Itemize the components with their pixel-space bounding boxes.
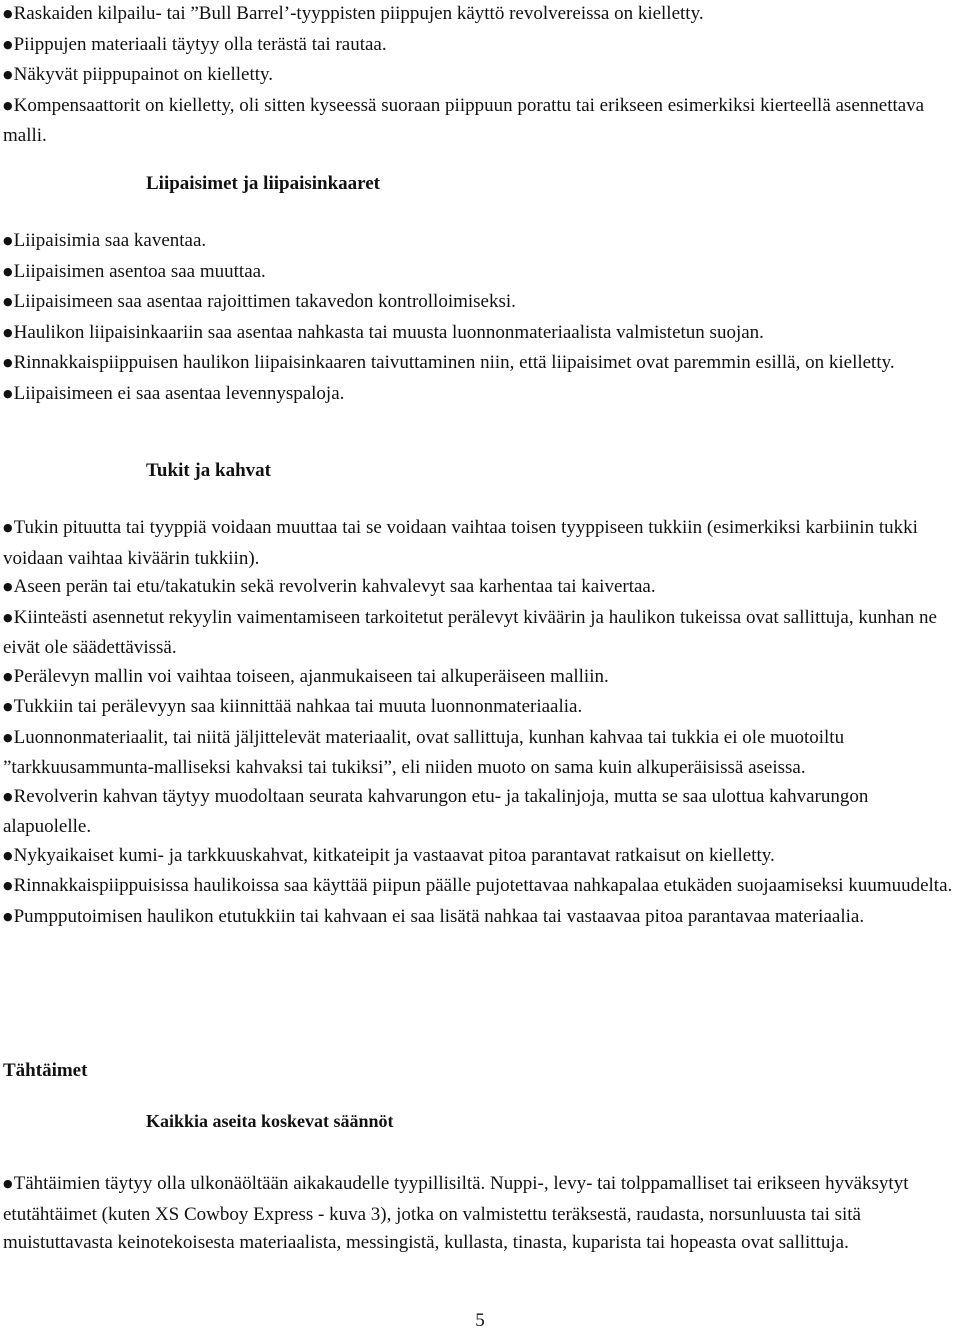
stock-rules-list: [3, 514, 958, 933]
list-item: ● Perälevyn mallin voi vaihtaa toiseen, ajanmukaiseen tai alkuperäiseen malliin.: [3, 663, 958, 694]
list-item: ● Näkyvät piippupainot on kielletty.: [3, 61, 958, 92]
list-item: ● Liipaisimia saa kaventaa.: [3, 227, 895, 258]
list-item: ● Liipaisimeen saa asentaa rajoittimen takavedon kontrolloimiseksi.: [3, 288, 895, 319]
section-heading-stocks: Tukit ja kahvat: [146, 460, 271, 481]
section-subheading-general-rules: Kaikkia aseita koskevat säännöt: [146, 1111, 394, 1131]
list-item: ● Pumpputoimisen haulikon etutukkiin tai kahvaan ei saa lisätä nahkaa tai vastaavaa pitoa parantavaa materiaalia.: [3, 903, 958, 934]
list-item: ● Haulikon liipaisinkaariin saa asentaa nahkasta tai muusta luonnonmateriaalista valmistetun suojan.: [3, 319, 895, 350]
trigger-rules-list: [3, 227, 895, 410]
list-item: ● Nykyaikaiset kumi- ja tarkkuuskahvat, kitkateipit ja vastaavat pitoa parantavat ratkaisut on kielletty.: [3, 842, 958, 873]
list-item: ● Liipaisimeen ei saa asentaa levennyspaloja.: [3, 380, 895, 411]
sight-rules-list: [3, 1170, 958, 1258]
section-heading-sights: Tähtäimet: [3, 1060, 88, 1081]
firearm-barrel-rules-list: [3, 0, 958, 151]
list-item: ● Kiinteästi asennetut rekyylin vaimentamiseen tarkoitetut perälevyt kiväärin ja haulikon tukeissa ovat sallittuja, kunhan ne eivät ole säädettävissä.: [3, 604, 958, 663]
list-item: ● Revolverin kahvan täytyy muodoltaan seurata kahvarungon etu- ja takalinjoja, mutta se saa ulottua kahvarungon alapuolelle.: [3, 783, 958, 842]
list-item: ● Rinnakkaispiippuisen haulikon liipaisinkaaren taivuttaminen niin, että liipaisimet ovat paremmin esillä, on kielletty.: [3, 349, 895, 380]
list-item: ● Luonnonmateriaalit, tai niitä jäljittelevät materiaalit, ovat sallittuja, kunhan kahvaa tai tukkia ei ole muotoiltu ”tarkkuusammunta-malliseksi kahvaksi tai tukiksi”, eli niiden muoto on sama kuin alkuperäisissä aseissa.: [3, 724, 958, 783]
section-heading-triggers: Liipaisimet ja liipaisinkaaret: [146, 173, 381, 194]
list-item: ● Liipaisimen asentoa saa muuttaa.: [3, 258, 895, 289]
list-item: ● Raskaiden kilpailu- tai ”Bull Barrel’-tyyppisten piippujen käyttö revolvereissa on kielletty.: [3, 0, 958, 31]
page-number: 5: [475, 1310, 485, 1331]
list-item: ● Aseen perän tai etu/takatukin sekä revolverin kahvalevyt saa karhentaa tai kaivertaa.: [3, 573, 958, 604]
list-item: ● Rinnakkaispiippuisissa haulikoissa saa käyttää piipun päälle pujotettavaa nahkapalaa etukäden suojaamiseksi kuumuudelta.: [3, 872, 958, 903]
list-item: ● Tähtäimien täytyy olla ulkonäöltään aikakaudelle tyypillisiltä. Nuppi-, levy- tai tolppamalliset tai erikseen hyväksytyt etutähtäimet (kuten XS Cowboy Express - kuva 3), jotka on valmistettu teräksestä, raudasta, norsunluusta tai sitä muistuttavasta keinotekoisesta materiaalista, messingistä, kullasta, tinasta, kuparista tai hopeasta ovat sallittuja.: [3, 1170, 958, 1258]
list-item: ● Tukkiin tai perälevyyn saa kiinnittää nahkaa tai muuta luonnonmateriaalia.: [3, 693, 958, 724]
list-item: ● Tukin pituutta tai tyyppiä voidaan muuttaa tai se voidaan vaihtaa toisen tyyppiseen tukkiin (esimerkiksi karbiinin tukki voidaan vaihtaa kiväärin tukkiin).: [3, 514, 958, 573]
list-item: ● Kompensaattorit on kielletty, oli sitten kyseessä suoraan piippuun porattu tai erikseen esimerkiksi kierteellä asennettava malli.: [3, 92, 958, 151]
list-item: ● Piippujen materiaali täytyy olla terästä tai rautaa.: [3, 31, 958, 62]
